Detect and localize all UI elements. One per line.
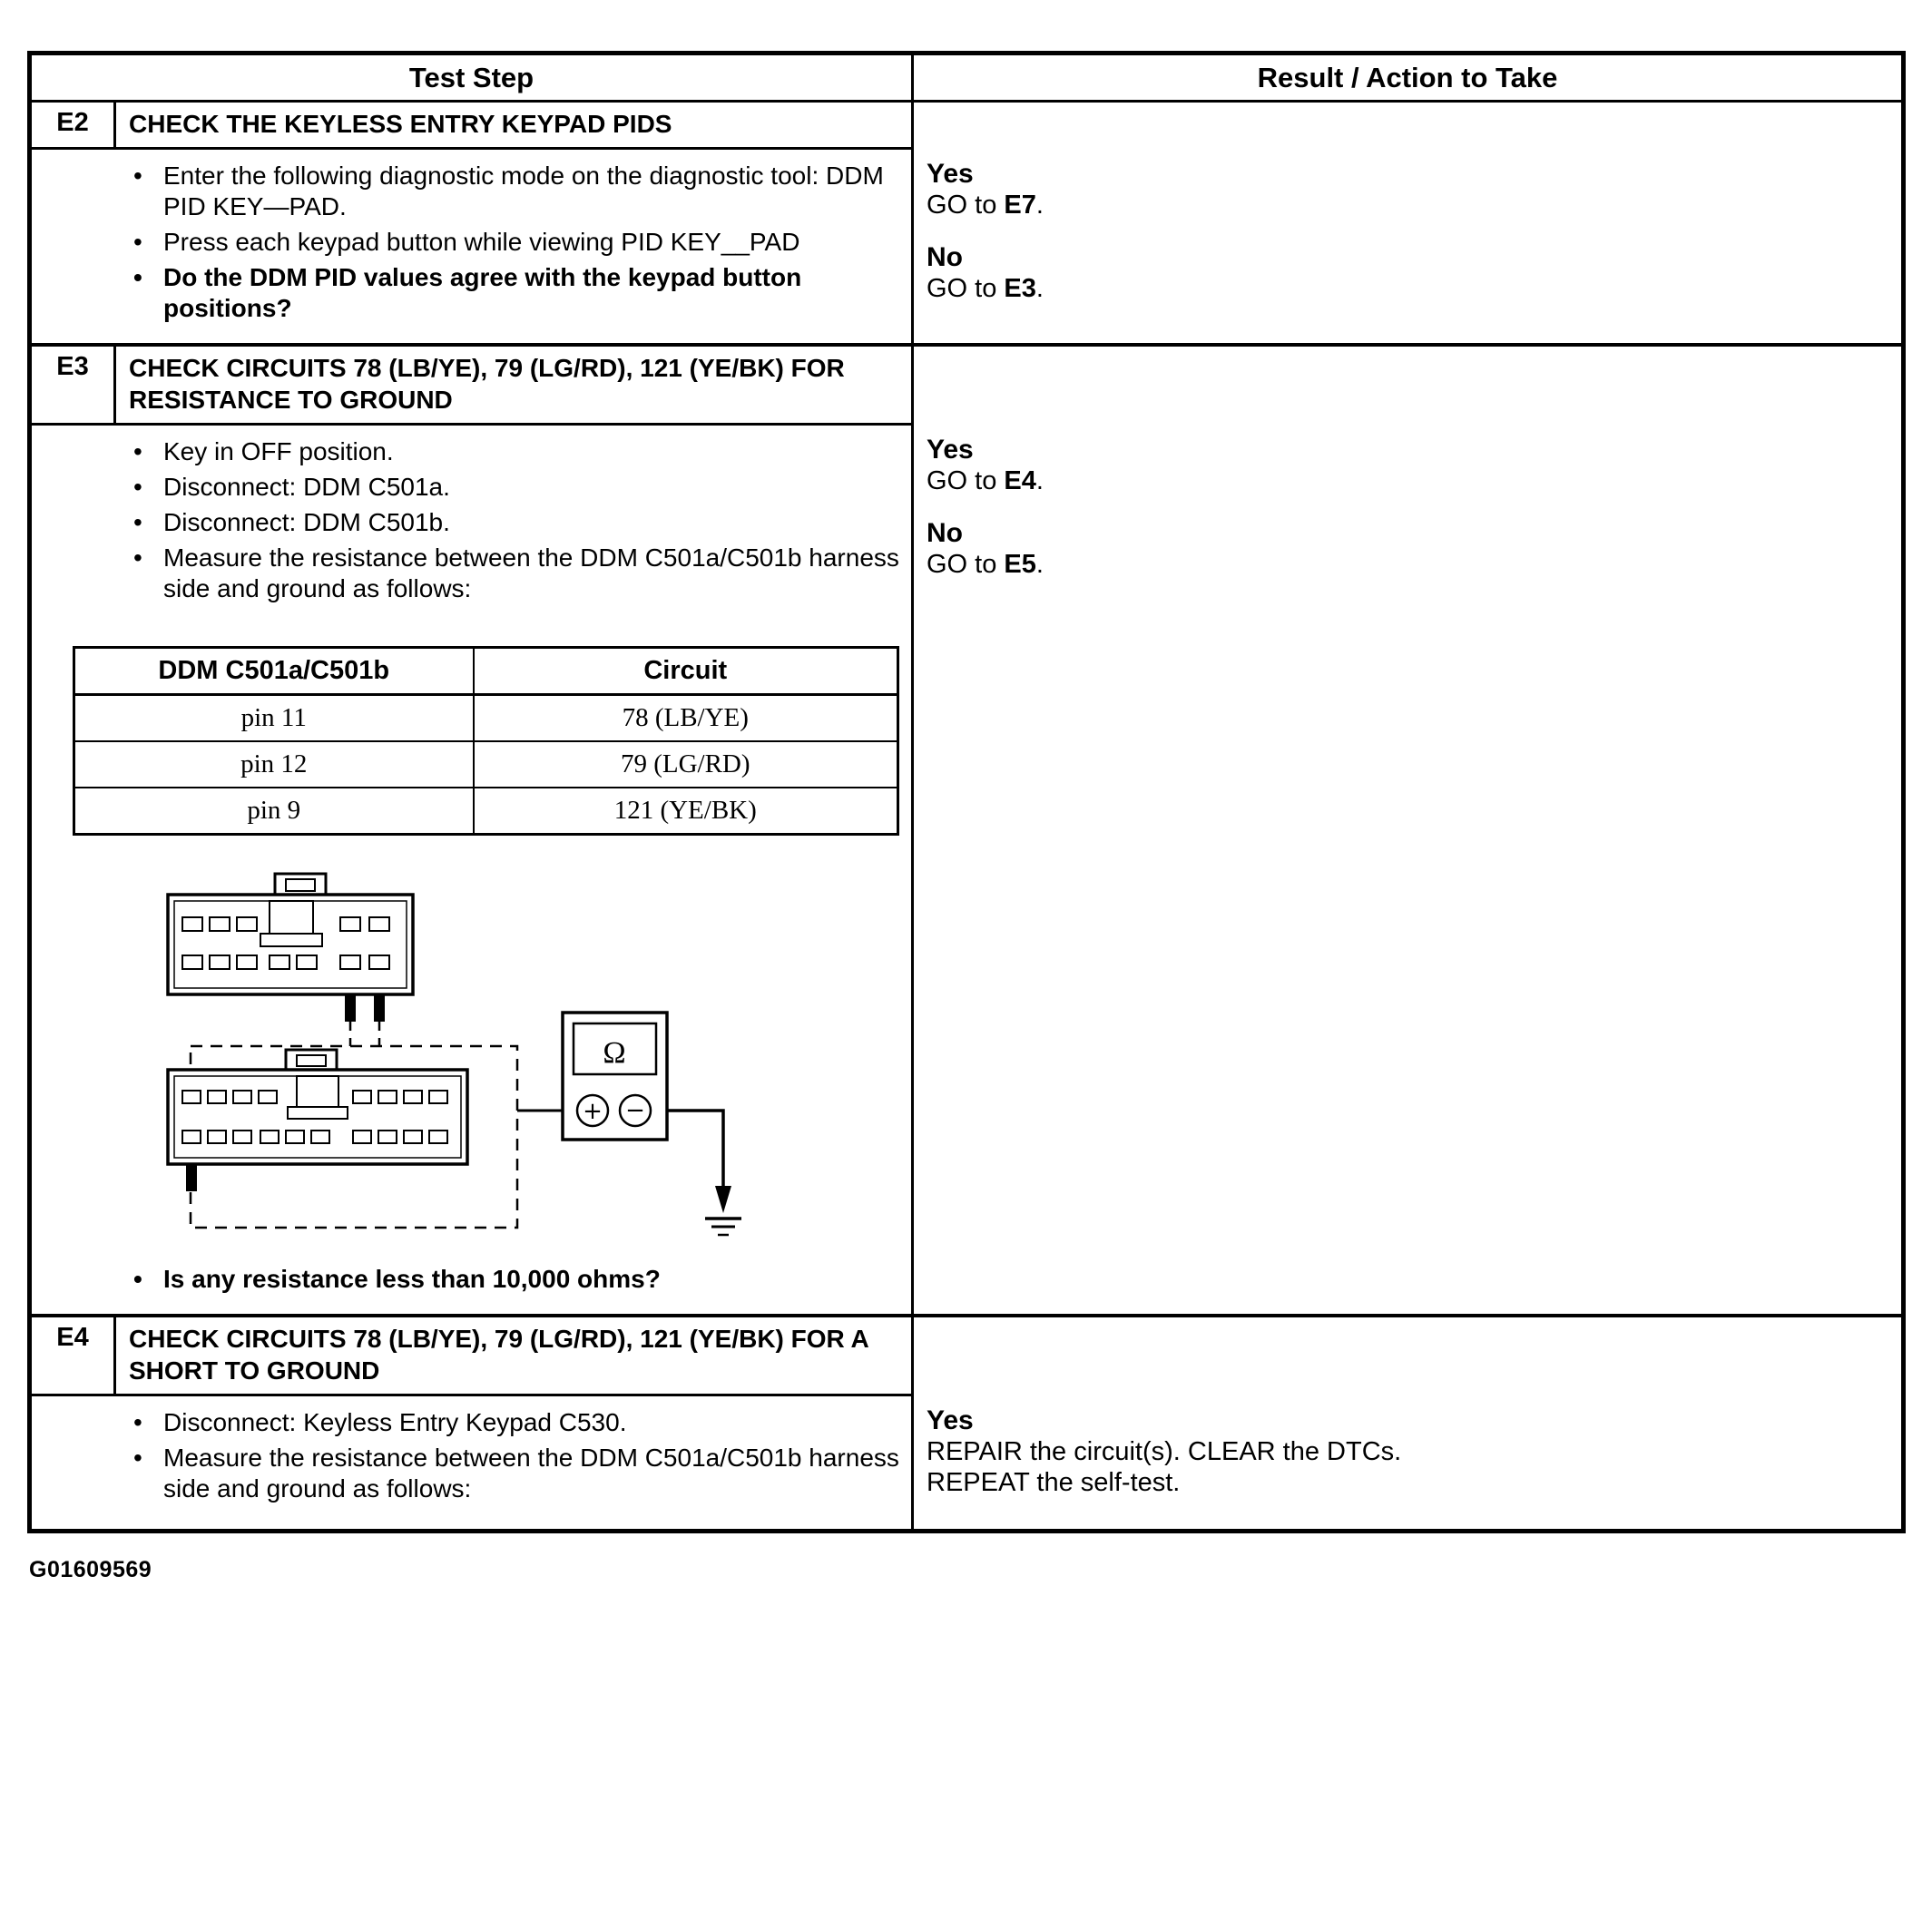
step-id: E4	[32, 1317, 116, 1394]
action-text: .	[1035, 466, 1044, 495]
result-no-label: No	[927, 518, 963, 548]
instruction-list	[32, 161, 904, 324]
service-manual-page	[0, 51, 1932, 1909]
circuit-cell: 79 (LG/RD)	[474, 741, 898, 788]
bullet-item-question: • Do the DDM PID values agree with the keypad button positions?	[32, 262, 904, 324]
step-e3	[32, 347, 1901, 1317]
question-list	[32, 1264, 904, 1295]
connector-a-body	[168, 895, 413, 994]
action-target: E7	[1004, 191, 1036, 220]
step-title: CHECK CIRCUITS 78 (LB/YE), 79 (LG/RD), 121 (YE/BK) FOR A SHORT TO GROUND	[129, 1325, 868, 1385]
action-text: GO to	[927, 191, 1005, 220]
step-e2-header	[32, 103, 914, 150]
instruction-list	[32, 1407, 904, 1504]
step-e2	[32, 103, 1901, 347]
result-yes-group	[927, 1405, 1885, 1498]
action-target: E3	[1004, 274, 1036, 303]
result-no-group	[927, 242, 1885, 304]
column-header-test-step: Test Step	[32, 55, 914, 100]
step-id: E3	[32, 347, 116, 423]
connector-b-diagram	[168, 1050, 467, 1164]
step-title: CHECK CIRCUITS 78 (LB/YE), 79 (LG/RD), 121 (YE/BK) FOR RESISTANCE TO GROUND	[129, 354, 845, 414]
test-probe-icon	[374, 994, 385, 1022]
bullet-item: • Enter the following diagnostic mode on the diagnostic tool: DDM PID KEY—PAD.	[32, 161, 904, 222]
bullet-item: • Disconnect: Keyless Entry Keypad C530.	[32, 1407, 904, 1438]
action-target: E5	[1004, 550, 1036, 579]
result-yes-action	[927, 465, 1885, 496]
wiring-diagram	[159, 872, 904, 1262]
result-yes-label: Yes	[927, 159, 974, 189]
circuit-cell: 121 (YE/BK)	[474, 788, 898, 835]
step-e4-body	[32, 1396, 914, 1529]
pin-cell: pin 11	[74, 695, 474, 742]
table-header-row	[32, 55, 1901, 103]
action-text: .	[1035, 550, 1044, 579]
result-no-group	[927, 518, 1885, 580]
result-yes-label: Yes	[927, 1405, 974, 1435]
connector-a-diagram	[168, 874, 413, 994]
table-row	[74, 741, 898, 788]
bullet-item: • Disconnect: DDM C501b.	[32, 507, 904, 538]
result-no-action	[927, 273, 1885, 304]
action-text: GO to	[927, 274, 1005, 303]
step-e3-body	[32, 426, 914, 1314]
figure-code: G01609569	[29, 1557, 152, 1582]
ohm-symbol: Ω	[603, 1036, 626, 1070]
action-text: REPAIR the circuit(s). CLEAR the DTCs.	[927, 1437, 1402, 1466]
pin-cell: pin 9	[74, 788, 474, 835]
pin-cell: pin 12	[74, 741, 474, 788]
pin-table-header-row	[74, 648, 898, 695]
pin-resistance-table	[73, 646, 899, 836]
test-probe-icon	[345, 994, 356, 1022]
result-yes-group	[927, 159, 1885, 220]
pinpoint-test-table	[27, 51, 1906, 1533]
step-e3-result	[914, 426, 1901, 1314]
ohmmeter-icon	[563, 1013, 667, 1140]
action-text: .	[1035, 191, 1044, 220]
result-yes-action	[927, 1436, 1885, 1498]
result-yes-label: Yes	[927, 435, 974, 465]
pin-table-header-circuit: Circuit	[474, 648, 898, 695]
circuit-cell: 78 (LB/YE)	[474, 695, 898, 742]
column-header-result: Result / Action to Take	[1257, 62, 1558, 93]
bullet-item-question: • Is any resistance less than 10,000 ohms?	[32, 1264, 904, 1295]
step-e2-result	[914, 150, 1901, 343]
step-title: CHECK THE KEYLESS ENTRY KEYPAD PIDS	[129, 110, 672, 138]
bullet-item: • Key in OFF position.	[32, 436, 904, 467]
result-no-label: No	[927, 242, 963, 272]
step-e4-result	[914, 1396, 1901, 1529]
table-row	[74, 695, 898, 742]
bullet-item: • Disconnect: DDM C501a.	[32, 472, 904, 503]
step-e4-header	[32, 1317, 914, 1396]
action-text: GO to	[927, 466, 1005, 495]
connector-b-body	[168, 1070, 467, 1164]
action-target: E4	[1004, 466, 1036, 495]
step-id: E2	[32, 103, 116, 147]
action-text: .	[1035, 274, 1044, 303]
result-yes-group	[927, 435, 1885, 496]
ground-symbol-icon	[705, 1186, 741, 1235]
bullet-item: • Press each keypad button while viewing PID KEY__PAD	[32, 227, 904, 258]
plus-symbol: +	[583, 1098, 603, 1125]
action-text: REPEAT the self-test.	[927, 1468, 1181, 1497]
bullet-item: • Measure the resistance between the DDM C501a/C501b harness side and ground as follows:	[32, 543, 904, 604]
bullet-item: • Measure the resistance between the DDM C501a/C501b harness side and ground as follows:	[32, 1443, 904, 1504]
minus-symbol: −	[625, 1097, 645, 1124]
test-probe-icon	[186, 1164, 197, 1191]
pin-table-header-connector: DDM C501a/C501b	[74, 648, 474, 695]
action-text: GO to	[927, 550, 1005, 579]
step-e3-header	[32, 347, 914, 426]
result-yes-action	[927, 190, 1885, 220]
instruction-list	[32, 436, 904, 604]
step-e4	[32, 1317, 1901, 1529]
result-no-action	[927, 549, 1885, 580]
table-row	[74, 788, 898, 835]
resistance-test-diagram	[159, 872, 776, 1258]
step-e2-body	[32, 150, 914, 343]
